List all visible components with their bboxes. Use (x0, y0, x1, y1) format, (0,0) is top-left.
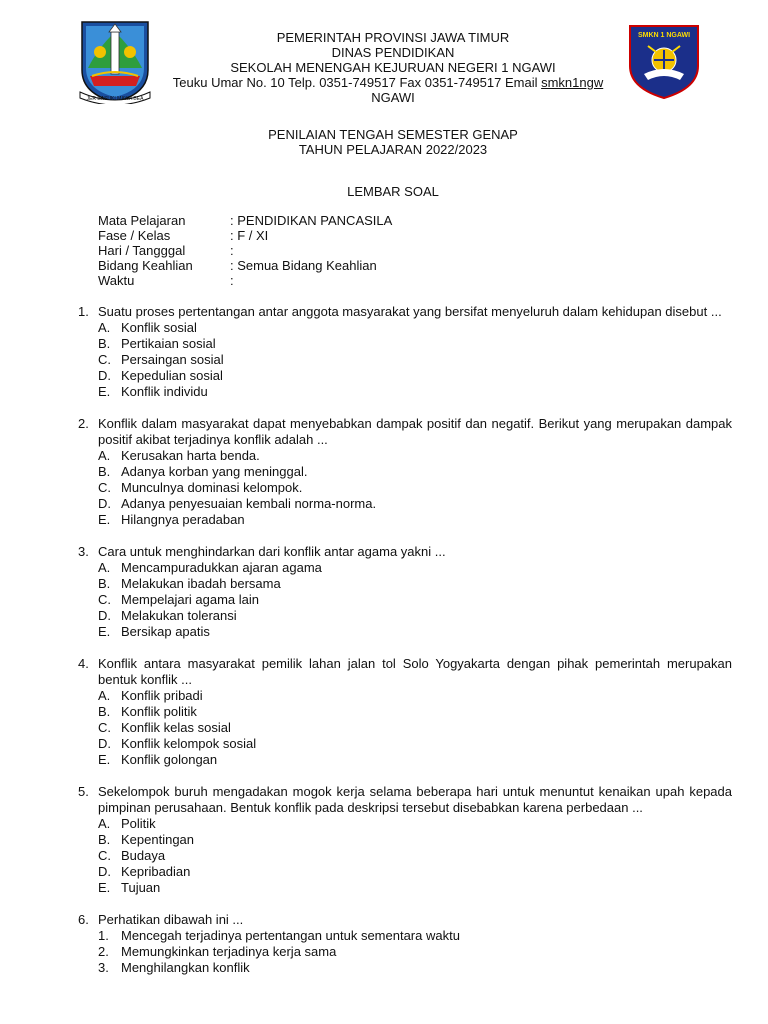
answer-option (98, 352, 732, 368)
exam-info-label: Hari / Tangggal (98, 243, 186, 258)
letterhead-province: PEMERINTAH PROVINSI JAWA TIMUR (276, 30, 510, 45)
option-letter: D. (98, 736, 111, 751)
option-letter: B. (98, 832, 111, 847)
option-text: Mencegah terjadinya pertentangan untuk sementara waktu (121, 928, 460, 943)
option-letter: C. (98, 592, 111, 607)
question-item (78, 656, 732, 768)
exam-info-label: Waktu (98, 273, 135, 288)
exam-info-row (98, 273, 392, 288)
option-letter: D. (98, 608, 111, 623)
answer-option (98, 880, 732, 896)
answer-option (98, 560, 732, 576)
option-letter: A. (98, 448, 111, 463)
answer-option (98, 320, 732, 336)
question-stem (78, 304, 732, 320)
option-letter: B. (98, 464, 111, 479)
option-letter: A. (98, 816, 111, 831)
answer-option (98, 944, 732, 960)
answer-option (98, 336, 732, 352)
exam-title (0, 127, 768, 157)
letterhead-email-link[interactable]: smkn1ngw (541, 75, 604, 90)
question-text: Konflik antara masyarakat pemilik lahan jalan tol Solo Yogyakarta dengan pihak pemerintah merupakan bentuk konflik ... (98, 656, 732, 687)
smkn1-ngawi-logo (628, 24, 700, 100)
answer-option (98, 720, 732, 736)
option-letter: C. (98, 480, 111, 495)
question-stem (78, 656, 732, 688)
option-letter: A. (98, 320, 111, 335)
letterhead-city: NGAWI (371, 90, 415, 105)
option-text: Adanya penyesuaian kembali norma-norma. (121, 496, 377, 511)
exam-title-line1: PENILAIAN TENGAH SEMESTER GENAP (268, 127, 518, 142)
option-letter: A. (98, 560, 111, 575)
answer-option (98, 928, 732, 944)
option-letter: C. (98, 848, 111, 863)
exam-info-value: : PENDIDIKAN PANCASILA (230, 213, 393, 228)
answer-option (98, 384, 732, 400)
answer-option (98, 624, 732, 640)
option-text: Kepedulian sosial (121, 368, 223, 383)
option-text: Kepentingan (121, 832, 195, 847)
option-text: Menghilangkan konflik (121, 960, 250, 975)
option-letter: C. (98, 352, 111, 367)
option-letter: E. (98, 624, 111, 639)
option-text: Konflik kelas sosial (121, 720, 231, 735)
sheet-title: LEMBAR SOAL (347, 184, 439, 199)
answer-options (98, 688, 732, 768)
answer-options (98, 928, 732, 976)
question-list (78, 304, 732, 992)
option-text: Adanya korban yang meninggal. (121, 464, 308, 479)
exam-info-value: : (230, 243, 234, 258)
option-text: Melakukan toleransi (121, 608, 237, 623)
option-letter: B. (98, 576, 111, 591)
letterhead-school-name: SEKOLAH MENENGAH KEJURUAN NEGERI 1 NGAWI (230, 60, 556, 75)
question-item (78, 784, 732, 896)
answer-option (98, 960, 732, 976)
answer-options (98, 320, 732, 400)
option-text: Konflik individu (121, 384, 208, 399)
option-letter: C. (98, 720, 111, 735)
option-text: Konflik kelompok sosial (121, 736, 257, 751)
option-letter: 2. (98, 944, 109, 959)
exam-info-table (98, 213, 392, 288)
option-text: Hilangnya peradaban (121, 512, 245, 527)
answer-options (98, 816, 732, 896)
question-item (78, 912, 732, 976)
question-text: Cara untuk menghindarkan dari konflik antar agama yakni ... (98, 544, 446, 559)
option-letter: E. (98, 752, 111, 767)
answer-option (98, 864, 732, 880)
option-text: Konflik politik (121, 704, 197, 719)
exam-title-line2: TAHUN PELAJARAN 2022/2023 (298, 142, 488, 157)
answer-options (98, 448, 732, 528)
option-letter: E. (98, 384, 111, 399)
option-text: Politik (121, 816, 156, 831)
exam-info-value: : Semua Bidang Keahlian (230, 258, 377, 273)
option-text: Mempelajari agama lain (121, 592, 260, 607)
answer-option (98, 736, 732, 752)
answer-option (98, 480, 732, 496)
svg-text:JER BASUKI MAWA BEA: JER BASUKI MAWA BEA (86, 96, 144, 102)
option-letter: 1. (98, 928, 109, 943)
option-text: Tujuan (121, 880, 161, 895)
exam-info-row (98, 228, 392, 243)
option-text: Memungkinkan terjadinya kerja sama (121, 944, 337, 959)
exam-info-label: Bidang Keahlian (98, 258, 193, 273)
option-letter: E. (98, 512, 111, 527)
answer-option (98, 848, 732, 864)
option-letter: D. (98, 864, 111, 879)
answer-options (98, 560, 732, 640)
question-text: Konflik dalam masyarakat dapat menyebabkan dampak positif dan negatif. Berikut yang merupakan dampak positif akibat terjadinya konflik adalah ... (98, 416, 732, 447)
option-text: Persaingan sosial (121, 352, 224, 367)
answer-option (98, 592, 732, 608)
option-text: Konflik golongan (121, 752, 218, 767)
answer-option (98, 688, 732, 704)
question-number: 6. (78, 912, 89, 927)
exam-info-label: Mata Pelajaran (98, 213, 186, 228)
option-letter: D. (98, 368, 111, 383)
answer-option (98, 448, 732, 464)
exam-info-row (98, 258, 392, 273)
question-text: Perhatikan dibawah ini ... (98, 912, 244, 927)
answer-option (98, 608, 732, 624)
question-item (78, 416, 732, 528)
question-number: 4. (78, 656, 89, 671)
question-item (78, 304, 732, 400)
exam-info-row (98, 243, 392, 258)
question-text: Suatu proses pertentangan antar anggota masyarakat yang bersifat menyeluruh dalam kehidupan disebut ... (98, 304, 722, 319)
option-letter: E. (98, 880, 111, 895)
school-letterhead (150, 30, 636, 105)
answer-option (98, 704, 732, 720)
question-stem (78, 784, 732, 816)
answer-option (98, 368, 732, 384)
answer-option (98, 832, 732, 848)
option-text: Kepribadian (121, 864, 191, 879)
option-text: Melakukan ibadah bersama (121, 576, 281, 591)
exam-info-value: : (230, 273, 234, 288)
question-number: 2. (78, 416, 89, 431)
svg-text:SMKN 1 NGAWI: SMKN 1 NGAWI (637, 32, 691, 39)
answer-option (98, 496, 732, 512)
option-letter: D. (98, 496, 111, 511)
option-text: Budaya (121, 848, 166, 863)
option-letter: B. (98, 336, 111, 351)
option-text: Munculnya dominasi kelompok. (121, 480, 303, 495)
question-number: 1. (78, 304, 89, 319)
exam-info-value: : F / XI (230, 228, 269, 243)
question-stem (78, 912, 732, 928)
option-letter: B. (98, 704, 111, 719)
option-text: Konflik sosial (121, 320, 197, 335)
question-stem (78, 416, 732, 448)
answer-option (98, 816, 732, 832)
east-java-emblem-logo (78, 18, 152, 104)
question-text: Sekelompok buruh mengadakan mogok kerja selama beberapa hari untuk menuntut kenaikan upah kepada pimpinan perusahaan. Bentuk konflik pada deskripsi tersebut disebabkan karena perbedaan ... (98, 784, 732, 815)
option-text: Bersikap apatis (121, 624, 210, 639)
answer-option (98, 752, 732, 768)
question-number: 3. (78, 544, 89, 559)
exam-info-row (98, 213, 392, 228)
answer-option (98, 512, 732, 528)
question-number: 5. (78, 784, 89, 799)
option-text: Kerusakan harta benda. (121, 448, 260, 463)
option-letter: 3. (98, 960, 109, 975)
question-stem (78, 544, 732, 560)
option-letter: A. (98, 688, 111, 703)
option-text: Mencampuradukkan ajaran agama (121, 560, 322, 575)
exam-info-label: Fase / Kelas (98, 228, 171, 243)
letterhead-department: DINAS PENDIDIKAN (331, 45, 455, 60)
letterhead-address: Teuku Umar No. 10 Telp. 0351-749517 Fax 0351-749517 Email smkn1ngw (172, 75, 604, 90)
option-text: Pertikaian sosial (121, 336, 216, 351)
option-text: Konflik pribadi (121, 688, 203, 703)
answer-option (98, 464, 732, 480)
answer-option (98, 576, 732, 592)
question-item (78, 544, 732, 640)
